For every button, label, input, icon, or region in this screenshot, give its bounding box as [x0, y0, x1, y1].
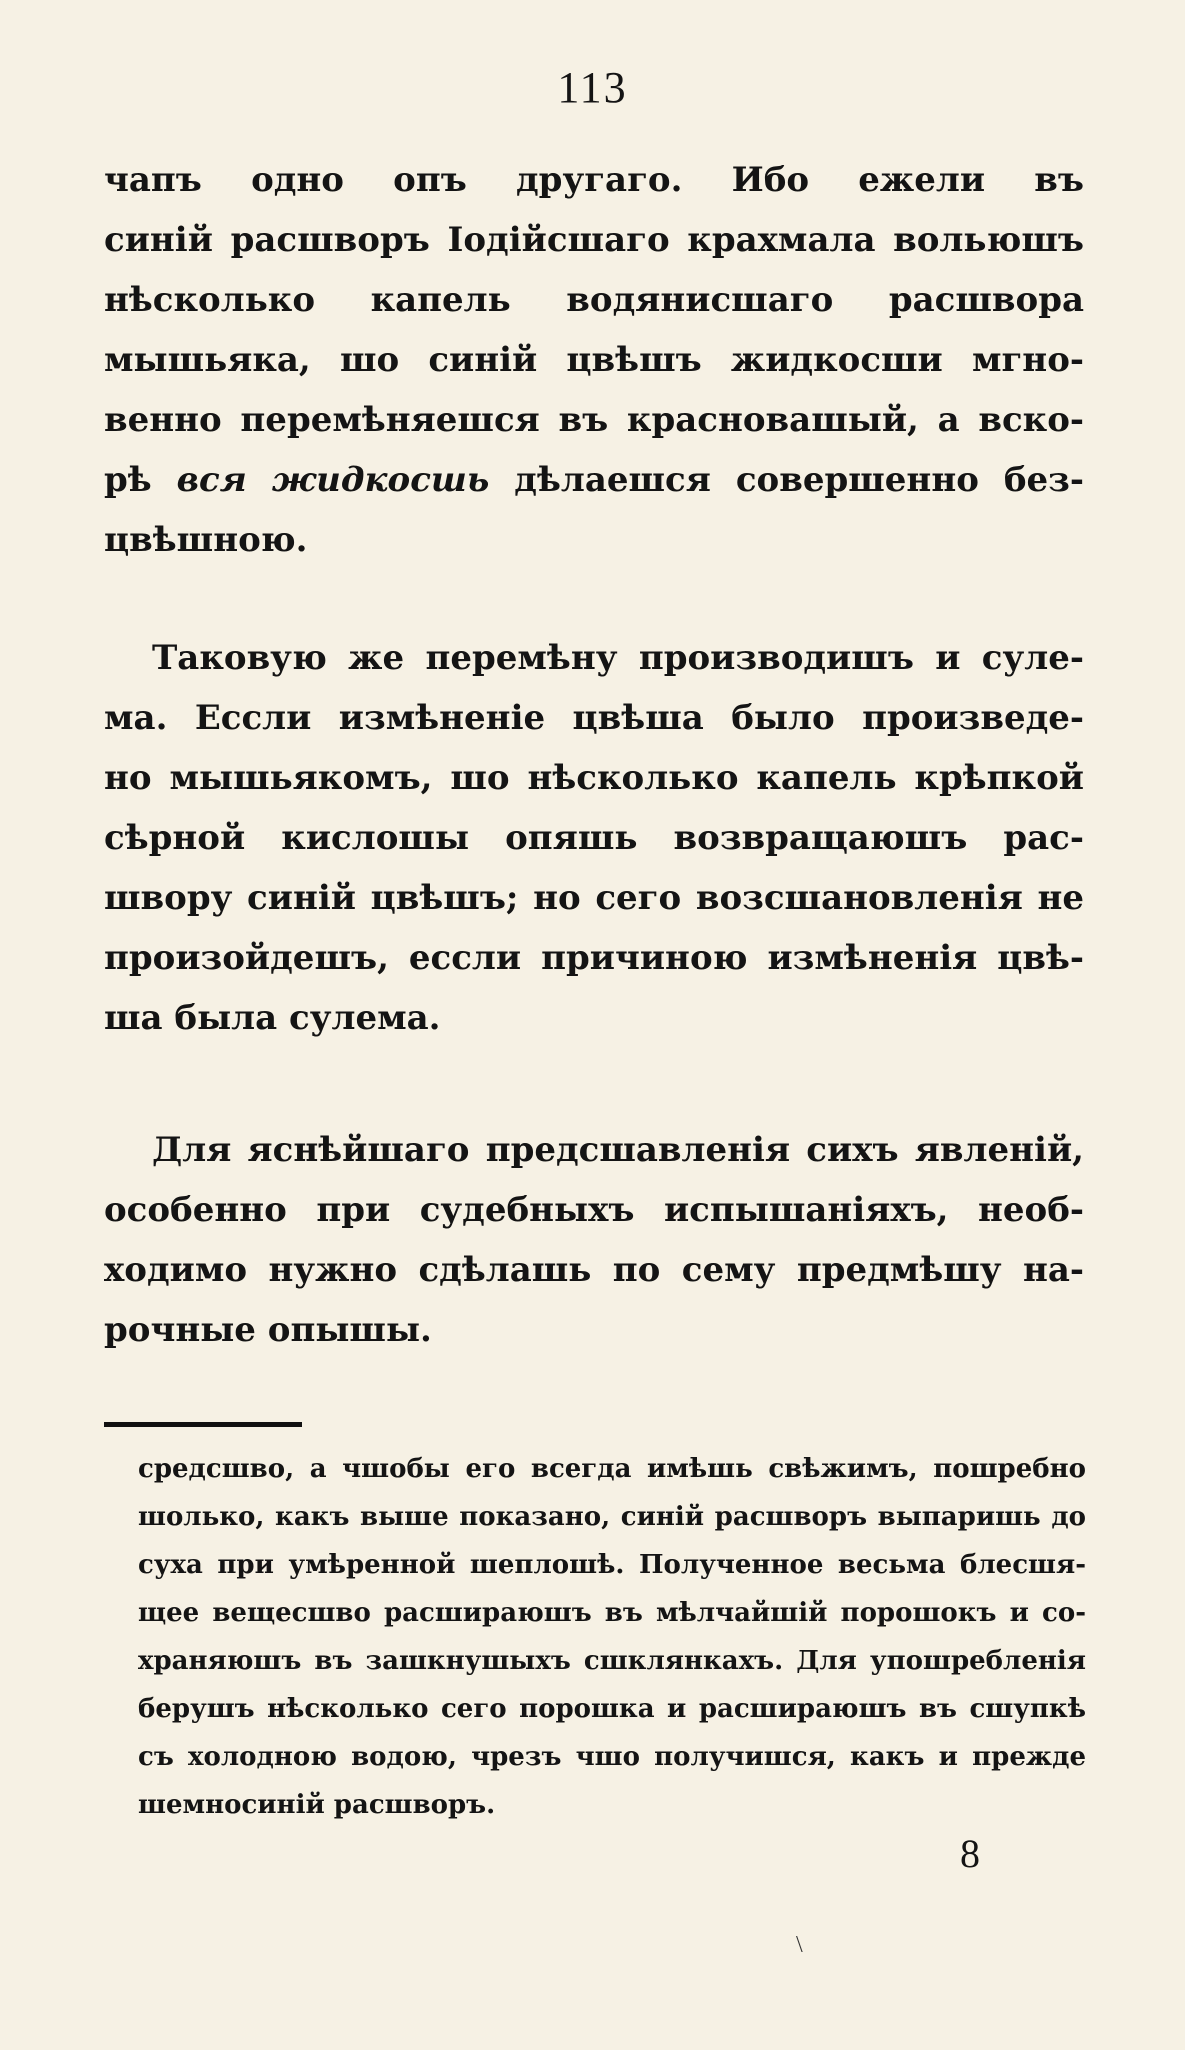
footnote-line: средсшво, а чшобы его всегда имѣшь свѣжимъ, пошребно: [138, 1454, 1086, 1484]
footnote-line: шемносиній расшворъ.: [138, 1790, 496, 1820]
text-line: Таковую же перемѣну производишъ и суле-: [152, 638, 1084, 678]
text-line: нѣсколько капель водянисшаго расшвора: [104, 280, 1084, 320]
footnote-line: храняюшъ въ зашкнушыхъ сшклянкахъ. Для упошребленія: [138, 1646, 1086, 1676]
signature-mark: 8: [960, 1831, 980, 1876]
margin-mark: \: [796, 1932, 803, 1958]
text-line: венно перемѣняешся въ красновашый, а вско-: [104, 400, 1084, 440]
text-line: произойдешъ, ессли причиною измѣненія цвѣ-: [104, 938, 1084, 978]
footnote-line: щее вещесшво расшираюшъ въ мѣлчайшій порошокъ и со-: [138, 1598, 1086, 1628]
text-line: швору синій цвѣшъ; но сего возсшановленія не: [104, 878, 1084, 918]
text-line: особенно при судебныхъ испышаніяхъ, необ-: [104, 1190, 1084, 1230]
text-line: ма. Ессли измѣненіе цвѣша было произведе-: [104, 698, 1084, 738]
text-run: дѣлаешся совершенно без-: [489, 460, 1084, 500]
paragraph-3: [104, 1120, 1084, 1360]
footnote-line: шолько, какъ выше показано, синій расшворъ выпаришь до: [138, 1502, 1086, 1532]
text-line: ходимо нужно сдѣлашь по сему предмѣшу на-: [104, 1250, 1084, 1290]
page-number: 113: [557, 63, 628, 112]
text-line: цвѣшною.: [104, 520, 308, 560]
footnote-line: суха при умѣренной шеплошѣ. Полученное весьма блесшя-: [138, 1550, 1086, 1580]
text-run: рѣ: [104, 460, 177, 500]
text-line: Для яснѣйшаго предсшавленія сихъ явленій,: [152, 1130, 1084, 1170]
text-line: ша была сулема.: [104, 998, 441, 1038]
text-line: рочные опышы.: [104, 1310, 432, 1350]
text-line: чапъ одно опъ другаго. Ибо ежели въ: [104, 160, 1084, 200]
text-line: синій расшворъ Іодійсшаго крахмала вольюшъ: [104, 220, 1084, 260]
paragraph-2: [104, 628, 1084, 1048]
text-line: но мышьякомъ, шо нѣсколько капель крѣпкой: [104, 758, 1084, 798]
italic-emphasis: вся жидкосшь: [176, 460, 490, 500]
footnote-rule: [104, 1422, 302, 1427]
text-line: мышьяка, шо синій цвѣшъ жидкосши мгно-: [104, 340, 1084, 380]
paragraph-1: [104, 150, 1084, 570]
text-line-mixed: [104, 450, 1084, 510]
footnote-line: съ холодною водою, чрезъ чшо получишся, какъ и прежде: [138, 1742, 1086, 1772]
footnote-line: берушъ нѣсколько сего порошка и расшираюшъ въ сшупкѣ: [138, 1694, 1086, 1724]
footnote: [138, 1445, 1086, 1829]
text-line: сѣрной кислошы опяшь возвращаюшъ рас-: [104, 818, 1084, 858]
